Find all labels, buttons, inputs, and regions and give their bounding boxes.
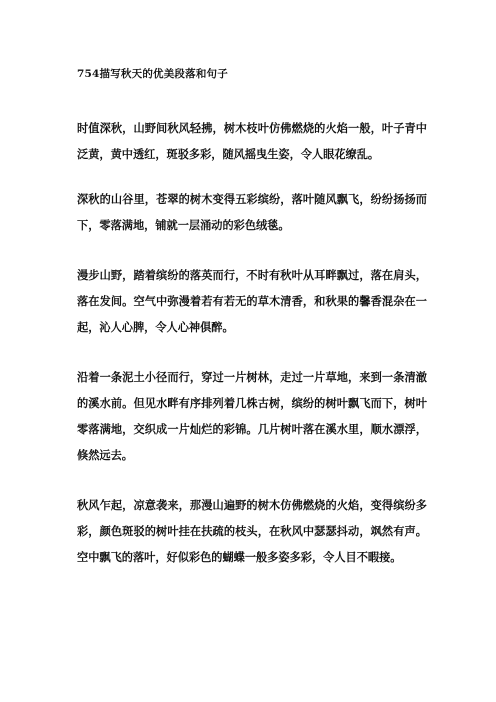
document-title: 754描写秋天的优美段落和句子 [77, 68, 228, 80]
paragraph-1: 时值深秋，山野间秋风轻拂，树木枝叶仿佛燃烧的火焰一般，叶子青中泛黄，黄中透红，斑驳多彩，随风摇曳生姿，令人眼花缭乱。 [77, 121, 427, 161]
paragraph-5: 秋风乍起，凉意袭来，那漫山遍野的树木仿佛燃烧的火焰，变得缤纷多彩，颜色斑驳的树叶挂在扶疏的枝头，在秋风中瑟瑟抖动，飒然有声。空中飘飞的落叶，好似彩色的蝴蝶一般多姿多彩，令人目不暇接。 [77, 498, 427, 564]
paragraph-2: 深秋的山谷里，苍翠的树木变得五彩缤纷，落叶随风飘飞，纷纷扬扬而下，零落满地，铺就一层涌动的彩色绒毯。 [77, 192, 427, 232]
paragraph-4: 沿着一条泥土小径而行，穿过一片树林，走过一片草地，来到一条清澈的溪水前。但见水畔有序排列着几株古树，缤纷的树叶飘飞而下，树叶零落满地，交织成一片灿烂的彩锦。几片树叶落在溪水里，顺水漂浮，倏然远去。 [77, 370, 427, 462]
paragraph-3: 漫步山野，踏着缤纷的落英而行，不时有秋叶从耳畔飘过，落在肩头，落在发间。空气中弥漫着若有若无的草木清香，和秋果的馨香混杂在一起，沁人心脾，令人心神俱醉。 [77, 268, 427, 334]
